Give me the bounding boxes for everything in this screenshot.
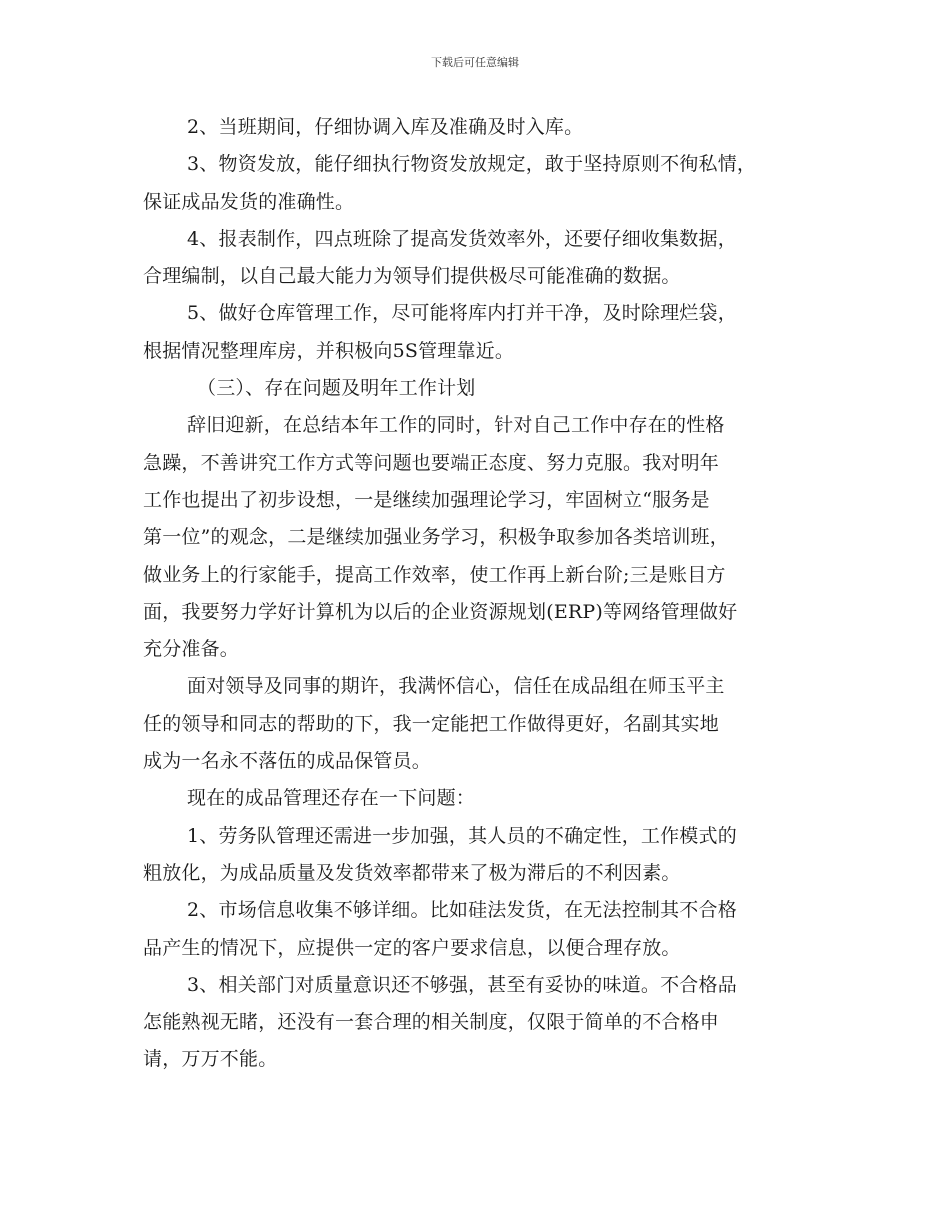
text-line: 4、报表制作，四点班除了提高发货效率外，还要仔细收集数据， [187,227,737,250]
text-line: 1、劳务队管理还需进一步加强，其人员的不确定性，工作模式的 [187,824,737,847]
text-line: 工作也提出了初步设想，一是继续加强理论学习，牢固树立“服务是 [143,488,710,511]
text-line: 急躁，不善讲究工作方式等问题也要端正态度、努力克服。我对明年 [143,451,720,474]
text-line: 面对领导及同事的期许，我满怀信心，信任在成品组在师玉平主 [187,675,725,698]
text-line: 做业务上的行家能手，提高工作效率，使工作再上新台阶;三是账目方 [143,563,726,586]
text-line: 面，我要努力学好计算机为以后的企业资源规划(ERP)等网络管理做好 [143,600,738,623]
text-line: 请，万万不能。 [143,1048,278,1071]
text-line: （三）、存在问题及明年工作计划 [197,377,476,400]
text-line: 3、物资发放，能仔细执行物资发放规定，敢于坚持原则不徇私情， [187,153,757,176]
text-line: 任的领导和同志的帮助的下，我一定能把工作做得更好，名副其实地 [143,712,720,735]
text-line: 第一位”的观念，二是继续加强业务学习，积极争取参加各类培训班， [143,526,729,549]
text-line: 怎能熟视无睹，还没有一套合理的相关制度，仅限于简单的不合格申 [143,1011,720,1034]
page-header: 下载后可任意编辑 [431,56,519,69]
text-line: 成为一名永不落伍的成品保管员。 [143,750,432,773]
text-line: 根据情况整理库房，并积极向5S管理靠近。 [143,339,515,362]
text-line: 现在的成品管理还存在一下问题： [187,787,476,810]
text-line: 充分准备。 [143,638,240,661]
text-line: 辞旧迎新，在总结本年工作的同时，针对自己工作中存在的性格 [187,414,725,437]
text-line: 5、做好仓库管理工作，尽可能将库内打并干净，及时除理烂袋， [187,302,737,325]
text-line: 3、相关部门对质量意识还不够强，甚至有妥协的味道。不合格品 [187,973,737,996]
text-line: 合理编制，以自己最大能力为领导们提供极尽可能准确的数据。 [143,265,681,288]
text-line: 2、市场信息收集不够详细。比如硅法发货，在无法控制其不合格 [187,899,737,922]
text-line: 粗放化，为成品质量及发货效率都带来了极为滞后的不利因素。 [143,861,681,884]
document-body [143,109,813,1079]
text-line: 保证成品发货的准确性。 [143,190,355,213]
text-line: 2、当班期间，仔细协调入库及准确及时入库。 [187,116,584,138]
text-line: 品产生的情况下，应提供一定的客户要求信息，以便合理存放。 [143,936,681,959]
